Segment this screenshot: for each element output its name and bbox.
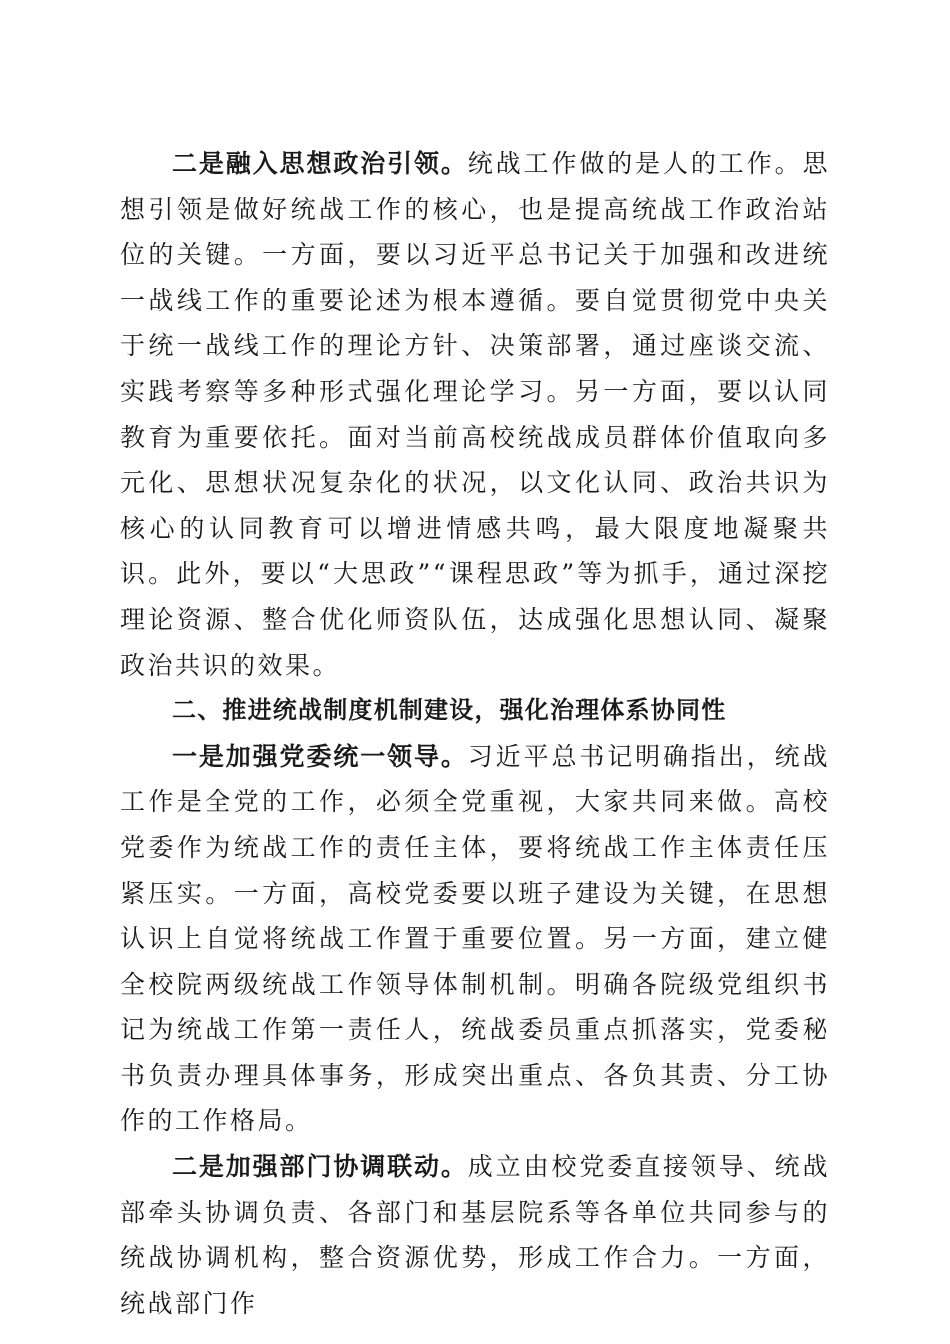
paragraph-party-leadership (120, 734, 830, 1144)
paragraph-lead: 一是加强党委统一领导。 (172, 741, 468, 771)
section-heading: 二、推进统战制度机制建设，强化治理体系协同性 (172, 696, 727, 725)
paragraph-text: 统战工作做的是人的工作。思想引领是做好统战工作的核心，也是提高统战工作政治站位的关键。一方面，要以习近平总书记关于加强和改进统一战线工作的重要论述为根本遵循。要自觉贯彻党中央关于统一战线工作的理论方针、决策部署，通过座谈交流、实践考察等多种形式强化理论学习。另一方面，要以认同教育为重要依托。面对当前高校统战成员群体价值取向多元化、思想状况复杂化的状况，以文化认同、政治共识为核心的认同教育可以增进情感共鸣，最大限度地凝聚共识。此外，要以“大思政”“课程思政”等为抓手，通过深挖理论资源、整合优化师资队伍，达成强化思想认同、凝聚政治共识的效果。 (120, 149, 830, 680)
document-body (120, 141, 830, 1326)
paragraph-lead: 二是融入思想政治引领。 (172, 149, 468, 178)
paragraph-lead: 二是加强部门协调联动。 (172, 1152, 468, 1182)
paragraph-text: 习近平总书记明确指出，统战工作是全党的工作，必须全党重视，大家共同来做。高校党委作为统战工作的责任主体，要将统战工作主体责任压紧压实。一方面，高校党委要以班子建设为关键，在思想认识上自觉将统战工作置于重要位置。另一方面，建立健全校院两级统战工作领导体制机制。明确各院级党组织书记为统战工作第一责任人，统战委员重点抓落实，党委秘书负责办理具体事务，形成突出重点、各负其责、分工协作的工作格局。 (120, 741, 830, 1136)
paragraph-department-coordination (120, 1144, 830, 1326)
paragraph-thought-guidance (120, 141, 830, 688)
paragraph-text: 成立由校党委直接领导、统战部牵头协调负责、各部门和基层院系等各单位共同参与的统战协调机构，整合资源优势，形成工作合力。一方面，统战部门作 (120, 1152, 830, 1318)
